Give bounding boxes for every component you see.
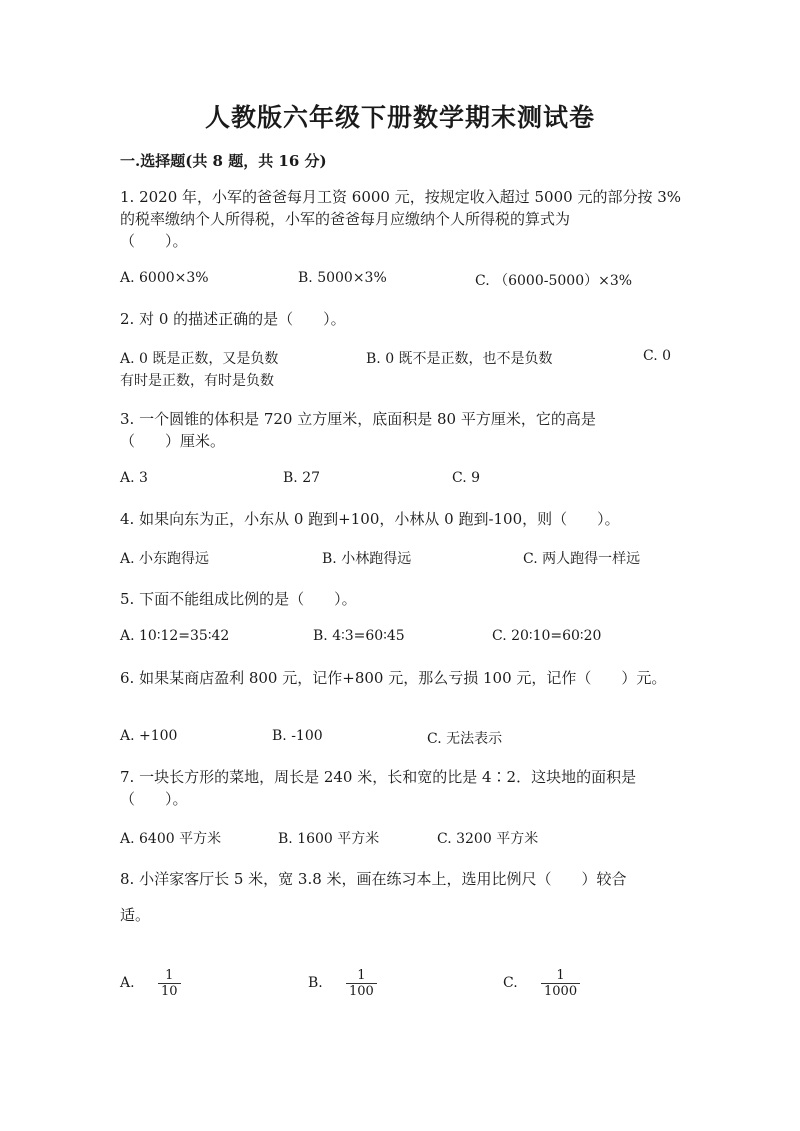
section-heading: 一.选择题(共 8 题，共 16 分) xyxy=(120,152,327,170)
question-2-option-b: B. 0 既不是正数，也不是负数 xyxy=(366,351,553,367)
question-4-option-a: A. 小东跑得远 xyxy=(120,551,210,567)
question-1-option-b: B. 5000×3% xyxy=(298,270,387,286)
question-7-line-1: 7. 一块长方形的菜地，周长是 240 米，长和宽的比是 4∶2．这块地的面积是 xyxy=(120,768,637,786)
question-8-fraction-b xyxy=(346,968,377,999)
question-1-line-2: 的税率缴纳个人所得税，小军的爸爸每月应缴纳个人所得税的算式为 xyxy=(120,210,571,228)
fraction-denominator: 100 xyxy=(346,983,377,999)
question-1-option-a: A. 6000×3% xyxy=(120,270,209,286)
question-3-option-c: C. 9 xyxy=(452,470,481,486)
question-8-option-a: A. xyxy=(120,975,135,991)
question-8-line-1: 8. 小洋家客厅长 5 米，宽 3.8 米，画在练习本上，选用比例尺（ ）较合 xyxy=(120,870,627,888)
question-1-line-1: 1. 2020 年，小军的爸爸每月工资 6000 元，按规定收入超过 5000 元的部分按 3% xyxy=(120,188,682,206)
question-6-option-a: A. +100 xyxy=(120,728,178,744)
question-5-line-1: 5. 下面不能组成比例的是（ ）。 xyxy=(120,590,357,608)
question-8-fraction-a xyxy=(158,968,181,999)
question-6-option-c: C. 无法表示 xyxy=(427,731,503,747)
question-2-line-1: 2. 对 0 的描述正确的是（ ）。 xyxy=(120,310,346,328)
fraction-numerator: 1 xyxy=(556,968,565,983)
question-2-option-c-continued: 有时是正数，有时是负数 xyxy=(120,373,274,389)
fraction-numerator: 1 xyxy=(165,968,174,983)
question-3-option-a: A. 3 xyxy=(120,470,148,486)
question-3-line-1: 3. 一个圆锥的体积是 720 立方厘米，底面积是 80 平方厘米，它的高是 xyxy=(120,410,596,428)
question-2-option-a: A. 0 既是正数，又是负数 xyxy=(120,351,279,367)
fraction-denominator: 1000 xyxy=(541,983,580,999)
page-title: 人教版六年级下册数学期末测试卷 xyxy=(204,103,595,132)
question-6-line-1: 6. 如果某商店盈利 800 元，记作+800 元，那么亏损 100 元，记作（ ）元。 xyxy=(120,669,667,687)
question-5-option-c: C. 20∶10=60∶20 xyxy=(492,628,602,644)
question-4-line-1: 4. 如果向东为正，小东从 0 跑到+100，小林从 0 跑到-100，则（ ）。 xyxy=(120,510,620,528)
question-1-line-3: （ ）。 xyxy=(120,232,188,250)
question-3-option-b: B. 27 xyxy=(283,470,321,486)
question-6-option-b: B. -100 xyxy=(272,728,323,744)
question-4-option-c: C. 两人跑得一样远 xyxy=(523,551,641,567)
question-8-line-2: 适。 xyxy=(120,906,151,924)
question-2-option-c: C. 0 xyxy=(643,348,672,364)
question-5-option-b: B. 4∶3=60∶45 xyxy=(313,628,405,644)
fraction-numerator: 1 xyxy=(357,968,366,983)
question-8-fraction-c xyxy=(541,968,580,999)
question-3-line-2: （ ）厘米。 xyxy=(120,432,226,450)
question-7-option-a: A. 6400 平方米 xyxy=(120,831,222,847)
question-7-option-b: B. 1600 平方米 xyxy=(278,831,380,847)
question-4-option-b: B. 小林跑得远 xyxy=(322,551,412,567)
question-5-option-a: A. 10∶12=35∶42 xyxy=(120,628,230,644)
fraction-denominator: 10 xyxy=(158,983,181,999)
question-1-option-c: C. （6000-5000）×3% xyxy=(475,273,633,289)
question-7-line-2: （ ）。 xyxy=(120,790,188,808)
question-7-option-c: C. 3200 平方米 xyxy=(437,831,539,847)
question-8-option-c: C. xyxy=(503,975,518,991)
question-8-option-b: B. xyxy=(308,975,323,991)
